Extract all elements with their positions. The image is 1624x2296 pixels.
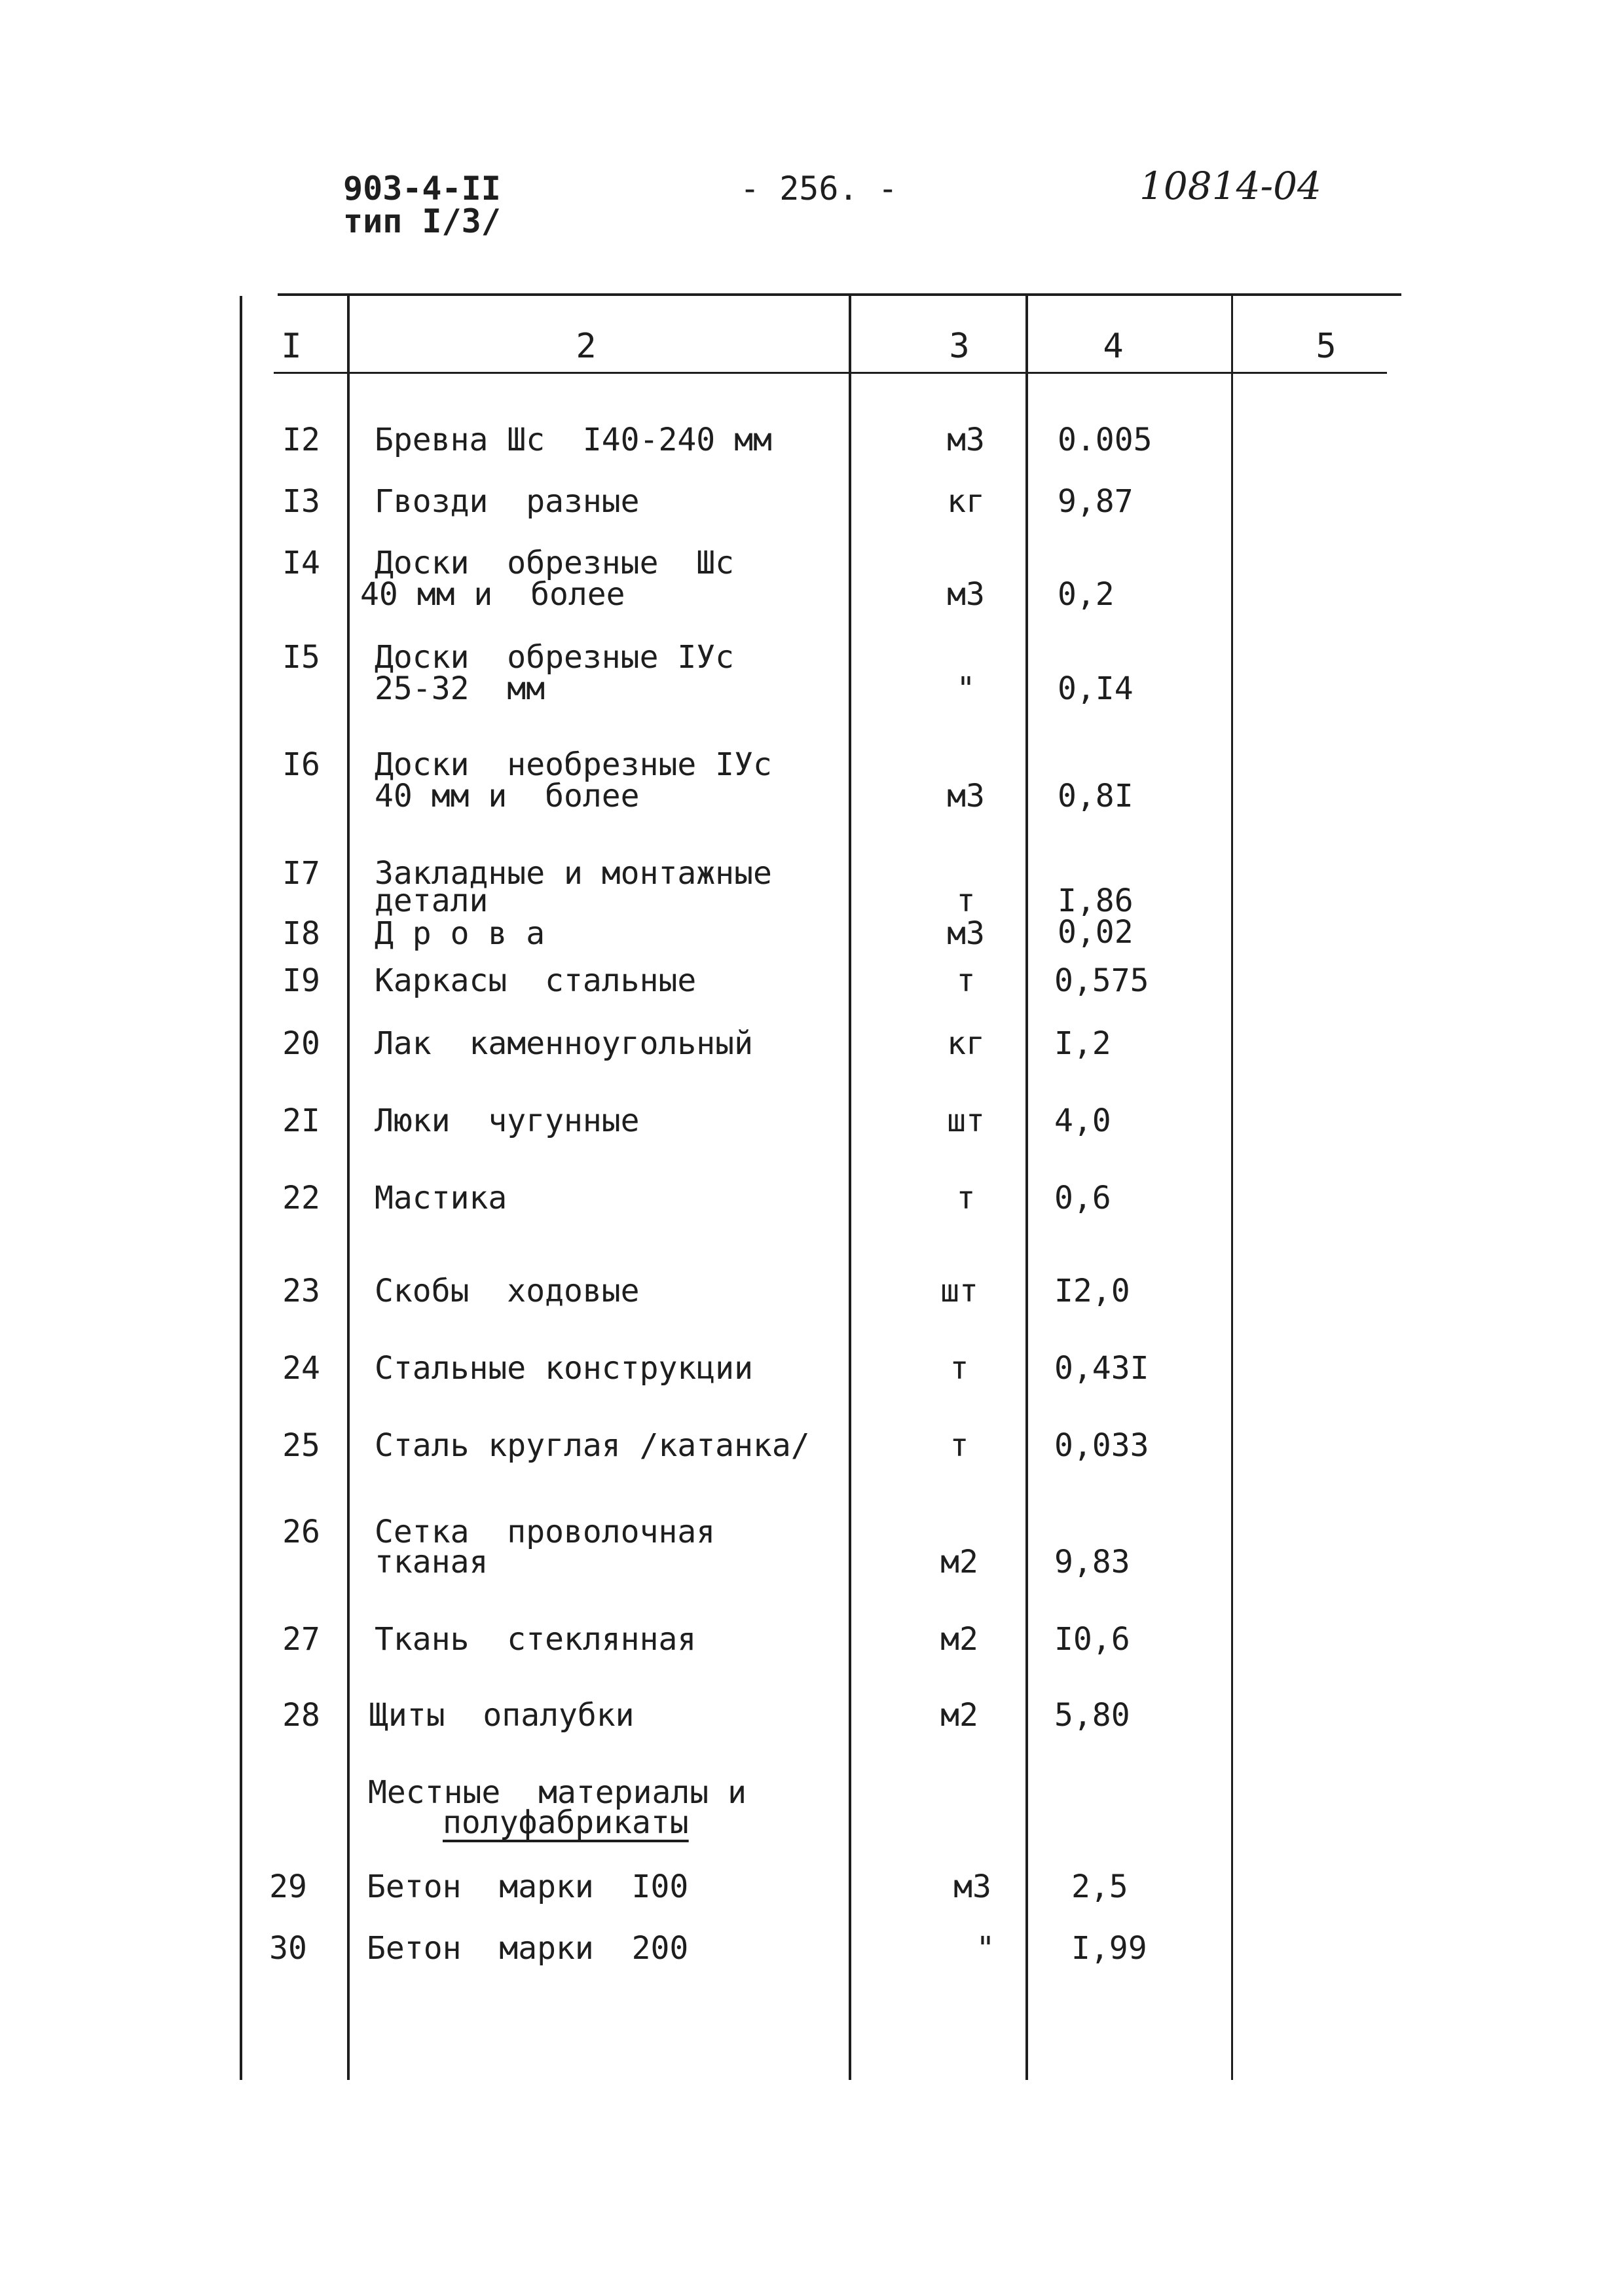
quantity: 0,575 — [1054, 962, 1149, 999]
column-divider-2 — [849, 296, 851, 2080]
unit: т — [956, 962, 976, 999]
material-name: Щиты опалубки — [369, 1697, 635, 1734]
section-heading-continuation: полуфабрикаты — [443, 1804, 689, 1841]
unit: м3 — [947, 422, 985, 458]
table-header-divider — [274, 372, 1387, 374]
material-name: Доски необрезные IУс — [375, 746, 772, 783]
column-divider-4 — [1231, 296, 1233, 2080]
material-name-continuation: детали — [375, 883, 489, 919]
unit: " — [976, 1930, 995, 1967]
material-name: Каркасы стальные — [375, 962, 697, 999]
material-name: Закладные и монтажные — [375, 855, 772, 892]
material-name: Бетон марки 200 — [367, 1930, 689, 1967]
page-number: - 256. - — [740, 170, 898, 208]
material-name: Люки чугунные — [375, 1102, 640, 1139]
material-name: Ткань стеклянная — [375, 1621, 697, 1658]
unit: кг — [947, 1025, 985, 1062]
material-name: Скобы ходовые — [375, 1273, 640, 1309]
quantity: 0,6 — [1054, 1180, 1111, 1216]
section-heading: Местные материалы и — [368, 1774, 747, 1811]
document-type: тип I/3/ — [343, 202, 501, 240]
unit: шт — [940, 1273, 978, 1309]
unit: " — [956, 670, 976, 707]
quantity: 2,5 — [1071, 1868, 1128, 1905]
row-number: I9 — [282, 962, 320, 999]
material-name: Доски обрезные IУс — [375, 639, 735, 676]
document-code: 903-4-II — [343, 170, 501, 208]
material-name-continuation: 40 мм и более — [375, 778, 640, 814]
unit: шт — [947, 1102, 985, 1139]
quantity: I2,0 — [1054, 1273, 1130, 1309]
column-divider-3 — [1025, 296, 1028, 2080]
unit: кг — [947, 483, 985, 520]
quantity: 0,43I — [1054, 1350, 1149, 1387]
quantity: 9,83 — [1054, 1544, 1130, 1580]
inventory-number: 10814-04 — [1139, 164, 1321, 208]
quantity: I0,6 — [1054, 1621, 1130, 1658]
column-header-3: 3 — [949, 327, 970, 366]
quantity: 0,I4 — [1058, 670, 1134, 707]
row-number: 22 — [282, 1180, 320, 1216]
material-name: Лак каменноугольный — [375, 1025, 753, 1062]
material-name: Сетка проволочная — [375, 1514, 716, 1550]
material-name: Мастика — [375, 1180, 507, 1216]
material-name: Д р о в а — [375, 915, 545, 952]
material-name: Доски обрезные Шс — [375, 545, 735, 581]
quantity: 5,80 — [1054, 1697, 1130, 1734]
column-divider-1 — [347, 296, 350, 2080]
column-header-4: 4 — [1103, 327, 1124, 366]
unit: т — [950, 1427, 969, 1464]
row-number: I3 — [282, 483, 320, 520]
row-number: I7 — [282, 855, 320, 892]
quantity: I,2 — [1054, 1025, 1111, 1062]
unit: м3 — [947, 778, 985, 814]
material-name: Стальные конструкции — [375, 1350, 753, 1387]
row-number: 20 — [282, 1025, 320, 1062]
row-number: I2 — [282, 422, 320, 458]
quantity: 0,02 — [1058, 914, 1134, 951]
quantity: 4,0 — [1054, 1102, 1111, 1139]
row-number: I4 — [282, 545, 320, 581]
row-number: 23 — [282, 1273, 320, 1309]
unit: м2 — [940, 1544, 978, 1580]
quantity: 0.005 — [1058, 422, 1153, 458]
unit: т — [956, 1180, 976, 1216]
column-header-2: 2 — [576, 327, 597, 366]
unit: м2 — [940, 1621, 978, 1658]
material-name-continuation: 40 мм и более — [360, 576, 625, 613]
row-number: I6 — [282, 746, 320, 783]
material-name-continuation: 25-32 мм — [375, 670, 545, 707]
unit: м2 — [940, 1697, 978, 1734]
row-number: 25 — [282, 1427, 320, 1464]
unit: т — [950, 1350, 969, 1387]
column-header-5: 5 — [1316, 327, 1337, 366]
quantity: I,86 — [1058, 883, 1134, 919]
column-header-1: I — [281, 327, 302, 366]
material-name: Сталь круглая /катанка/ — [375, 1427, 810, 1464]
unit: м3 — [953, 1868, 991, 1905]
row-number: 2I — [282, 1102, 320, 1139]
quantity: 9,87 — [1058, 483, 1134, 520]
material-name-continuation: тканая — [375, 1544, 489, 1580]
material-name: Гвозди разные — [375, 483, 640, 520]
row-number: 24 — [282, 1350, 320, 1387]
quantity: 0,2 — [1058, 576, 1115, 613]
row-number: I5 — [282, 639, 320, 676]
unit: м3 — [947, 915, 985, 952]
quantity: 0,033 — [1054, 1427, 1149, 1464]
material-name: Бревна Шс I40-240 мм — [375, 422, 772, 458]
row-number: 28 — [282, 1697, 320, 1734]
quantity: I,99 — [1071, 1930, 1147, 1967]
row-number: 29 — [269, 1868, 307, 1905]
unit: м3 — [947, 576, 985, 613]
row-number: I8 — [282, 915, 320, 952]
unit: т — [956, 883, 976, 919]
quantity: 0,8I — [1058, 778, 1134, 814]
row-number: 26 — [282, 1514, 320, 1550]
material-name: Бетон марки I00 — [367, 1868, 689, 1905]
table-left-border — [240, 296, 242, 2080]
row-number: 30 — [269, 1930, 307, 1967]
row-number: 27 — [282, 1621, 320, 1658]
